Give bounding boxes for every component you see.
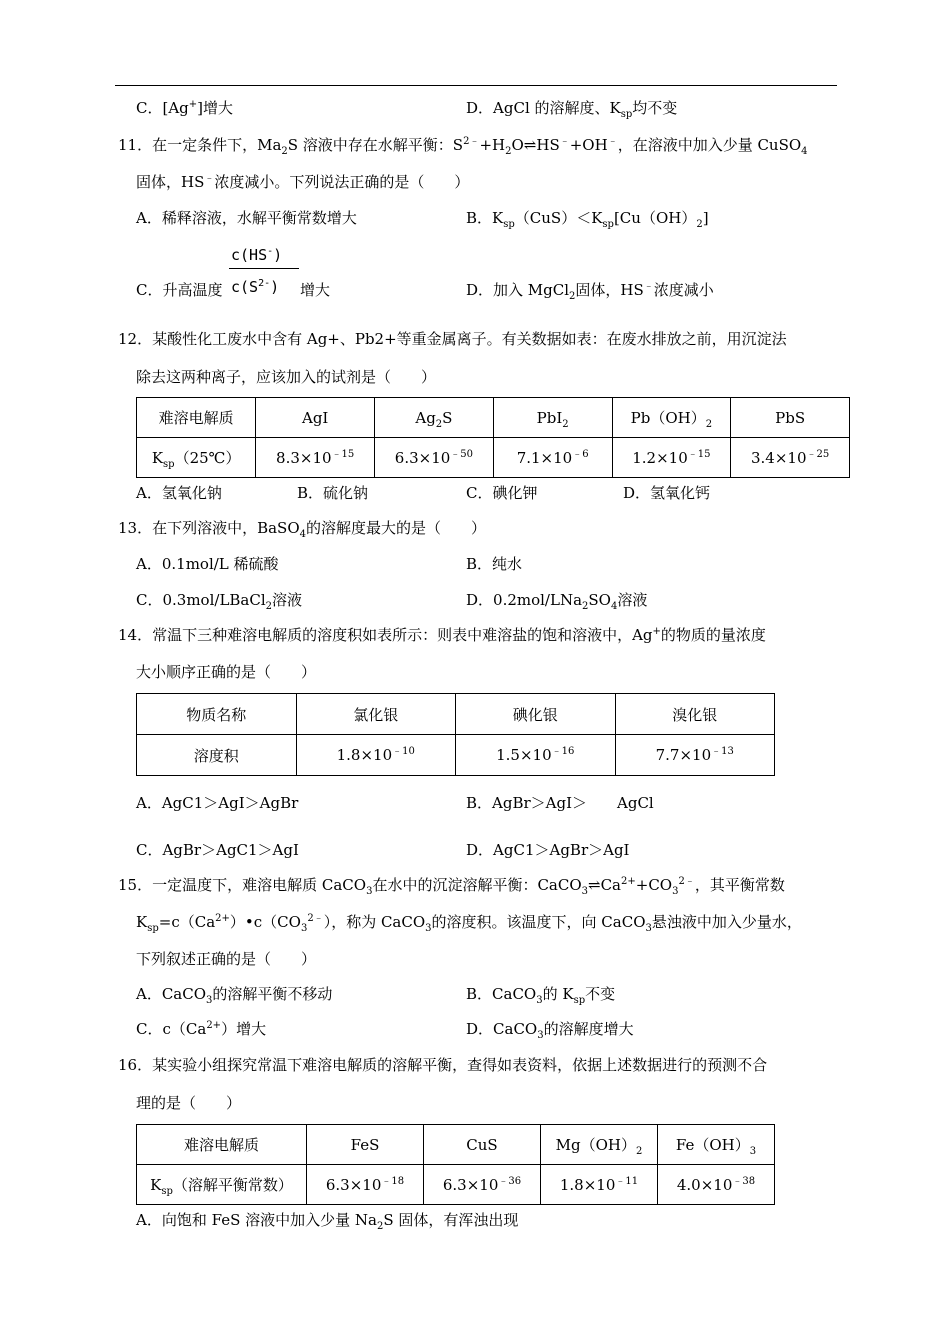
top-rule [115, 85, 837, 86]
q13-option-c: C．0.3mol/LBaCl$_2$溶液 [136, 591, 303, 612]
table-cell: $1.8\times 10^{﹣11}$ [541, 1165, 658, 1205]
table-cell: 碘化银 [456, 694, 616, 735]
table-cell: $6.3\times 10^{﹣18}$ [307, 1165, 424, 1205]
table-cell: PbS [731, 398, 850, 438]
table-cell: $7.1\times 10^{﹣6}$ [493, 438, 612, 478]
q15-option-a: A．CaCO$_3$的溶解平衡不移动 [136, 985, 333, 1006]
q11-option-c: C．升高温度 [136, 281, 223, 299]
table-cell: $6.3\times 10^{﹣50}$ [375, 438, 494, 478]
q14-option-c: C．AgBr＞AgC1＞AgI [136, 841, 299, 859]
q16-table [136, 1124, 775, 1205]
q12-option-a: A．氢氧化钠 [136, 484, 222, 502]
table-cell: 难溶电解质 [137, 398, 256, 438]
table-cell: $4.0\times 10^{﹣38}$ [658, 1165, 775, 1205]
q12-table-header-row [137, 398, 850, 438]
q14-table [136, 693, 775, 776]
q15-stem-line1: 15．一定温度下，难溶电解质 CaCO$_3$在水中的沉淀溶解平衡：$CaCO_3\rightleftharpoons Ca^{2+}+CO_3^{2﹣}$，其平衡常数 [118, 876, 785, 897]
q15-stem-line3: 下列叙述正确的是（ ） [136, 950, 317, 968]
q14-option-b: B．AgBr＞AgI＞ AgCl [466, 794, 654, 812]
q10-option-d: D．AgCl 的溶解度、$K_{sp}$均不变 [466, 99, 678, 120]
q12-stem-line1: 12．某酸性化工废水中含有 Ag+、Pb2+等重金属离子。有关数据如表：在废水排放之前，用沉淀法 [118, 330, 787, 348]
table-cell: $Mg(OH)_2$ [541, 1125, 658, 1165]
q14-table-ksp-row [137, 735, 775, 776]
q11-option-b: B．$K_{sp}(CuS)<K_{sp}[Cu(OH)_2]$ [466, 209, 709, 230]
table-cell: $Fe(OH)_3$ [658, 1125, 775, 1165]
table-cell: FeS [307, 1125, 424, 1165]
table-cell: $8.3\times 10^{﹣15}$ [256, 438, 375, 478]
q13-option-a: A．0.1mol/L 稀硫酸 [136, 555, 279, 573]
table-cell: $3.4\times 10^{﹣25}$ [731, 438, 850, 478]
table-cell: 物质名称 [137, 694, 297, 735]
q12-option-d: D．氢氧化钙 [623, 484, 711, 502]
q16-table-header-row [137, 1125, 775, 1165]
table-cell: $6.3\times 10^{﹣36}$ [424, 1165, 541, 1205]
table-cell: $7.7\times 10^{﹣13}$ [615, 735, 775, 776]
table-cell: PbI$_2$ [493, 398, 612, 438]
table-cell: 氯化银 [296, 694, 456, 735]
q13-option-b: B．纯水 [466, 555, 523, 573]
q15-stem-line2: $K_{sp}=c(Ca^{2+})•c(CO_3^{2﹣})$，称为 CaCO$_3$的溶度积。该温度下，向 CaCO$_3$悬浊液中加入少量水， [136, 913, 802, 934]
q11-fraction-bar [229, 268, 299, 269]
table-cell: $Ag_2S$ [375, 398, 494, 438]
q10-option-c: C．[Ag+]增大 [136, 99, 234, 117]
q12-option-c: C．碘化钾 [466, 484, 538, 502]
q16-option-a: A．向饱和 FeS 溶液中加入少量 $Na_2S$ 固体，有浑浊出现 [136, 1211, 519, 1232]
q11-fraction-numerator: c(HS-) [231, 246, 283, 264]
table-cell: 溴化银 [615, 694, 775, 735]
q13-stem: 13．在下列溶液中，BaSO$_4$的溶解度最大的是（ ） [118, 519, 487, 540]
table-cell: $1.8\times 10^{﹣10}$ [296, 735, 456, 776]
q12-option-b: B．硫化钠 [297, 484, 369, 502]
q14-stem-line2: 大小顺序正确的是（ ） [136, 663, 317, 681]
q14-table-header-row [137, 694, 775, 735]
table-cell: CuS [424, 1125, 541, 1165]
q15-option-c: C．$c(Ca^{2+})$增大 [136, 1020, 267, 1038]
q12-table-ksp-row [137, 438, 850, 478]
table-cell: $1.5\times 10^{﹣16}$ [456, 735, 616, 776]
q11-option-a: A．稀释溶液，水解平衡常数增大 [136, 209, 357, 227]
q15-option-d: D．CaCO$_3$的溶解度增大 [466, 1020, 634, 1041]
table-cell: AgI [256, 398, 375, 438]
q11-stem-line1: 11．在一定条件下，$Ma_2S$ 溶液中存在水解平衡：$S^{2﹣}+H_2O\rightleftharpoons HS^﹣+OH^﹣$，在溶液中加入少量 CuSO$_4$ [118, 136, 808, 157]
q14-option-d: D．AgC1＞AgBr＞AgI [466, 841, 630, 859]
q15-option-b: B．CaCO$_3$的 $K_{sp}$不变 [466, 985, 616, 1006]
table-cell: $Pb(OH)_2$ [612, 398, 731, 438]
q13-option-d: D．$0.2mol/LNa_2SO_4$溶液 [466, 591, 648, 612]
q12-stem-line2: 除去这两种离子，应该加入的试剂是（ ） [136, 368, 437, 386]
q12-table [136, 397, 850, 478]
q16-stem-line1: 16．某实验小组探究常温下难溶电解质的溶解平衡，查得如表资料，依据上述数据进行的预测不合 [118, 1056, 768, 1074]
q11-stem-line2: 固体，HS﹣浓度减小。下列说法正确的是（ ） [136, 173, 470, 191]
table-cell: 溶度积 [137, 735, 297, 776]
q11-fraction-denominator: $c(S^{2-})$ [231, 278, 280, 296]
q11-option-d: D．加入 MgCl$_2$固体，HS﹣浓度减小 [466, 281, 714, 302]
table-cell: $1.2\times 10^{﹣15}$ [612, 438, 731, 478]
q14-stem-line1: 14．常温下三种难溶电解质的溶度积如表所示：则表中难溶盐的饱和溶液中，Ag+的物质的量浓度 [118, 626, 766, 644]
q16-stem-line2: 理的是（ ） [136, 1094, 242, 1112]
q11-option-c-tail: 增大 [300, 281, 331, 299]
table-cell: 难溶电解质 [137, 1125, 307, 1165]
q14-option-a: A．AgC1＞AgI＞AgBr [136, 794, 299, 812]
table-cell: $K_{sp}(25℃)$ [137, 438, 256, 478]
table-cell: $K_{sp}$（溶解平衡常数） [137, 1165, 307, 1205]
q16-table-ksp-row [137, 1165, 775, 1205]
